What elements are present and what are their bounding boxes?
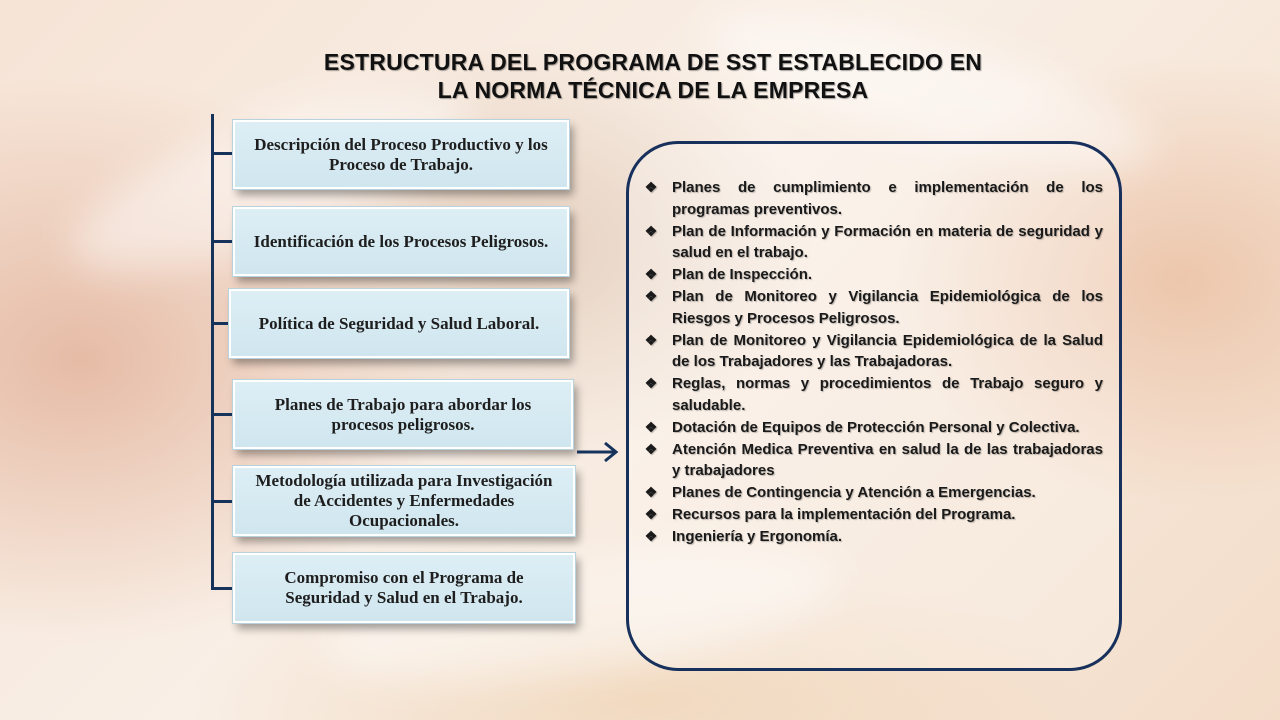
plans-panel [626,141,1122,671]
plan-item-text: Atención Medica Preventiva en salud la de las trabajadoras y trabajadores [672,440,1103,480]
tree-connector-tick [211,240,233,243]
diamond-bullet-icon: ❖ [644,484,658,501]
plan-item [641,373,1103,417]
diamond-bullet-icon: ❖ [644,505,658,522]
plan-item-text: Planes de Contingencia y Atención a Emergencias. [672,484,1036,502]
plan-item [641,439,1103,483]
plan-item [641,286,1103,330]
plan-item-text: Plan de Monitoreo y Vigilancia Epidemiológica de los Riesgos y Procesos Peligrosos. [672,287,1103,327]
diamond-bullet-icon: ❖ [644,179,658,195]
tree-connector-spine [211,114,214,589]
arrow-right-icon [575,440,621,464]
tree-connector-tick [211,500,233,503]
plan-item [641,221,1103,265]
plan-item [641,504,1103,526]
plan-item [641,177,1103,221]
structure-box-safety-policy: Política de Seguridad y Salud Laboral. [229,289,569,358]
diamond-bullet-icon: ❖ [644,527,658,544]
structure-box-work-plans: Planes de Trabajo para abordar los procesos peligrosos. [233,380,573,449]
plan-item [641,482,1103,504]
slide-title [250,48,1056,104]
diamond-bullet-icon: ❖ [644,331,658,348]
plan-item-text: Planes de cumplimiento e implementación de los programas preventivos. [672,179,1103,218]
plan-item-text: Reglas, normas y procedimientos de Trabajo seguro y saludable. [672,375,1103,414]
title-line-1: ESTRUCTURA DEL PROGRAMA DE SST ESTABLECIDO EN [323,49,983,75]
tree-connector-tick [211,587,233,590]
plans-list [641,177,1103,548]
tree-connector-tick [211,413,233,416]
title-line-2: LA NORMA TÉCNICA DE LA EMPRESA [437,77,869,103]
diamond-bullet-icon: ❖ [644,418,658,435]
diamond-bullet-icon: ❖ [644,287,658,304]
plan-item-text: Plan de Monitoreo y Vigilancia Epidemiológica de la Salud de los Trabajadores y las Trabajadoras. [672,331,1103,371]
plan-item-text: Plan de Inspección. [672,266,813,284]
diamond-bullet-icon: ❖ [644,222,658,239]
structure-box-production-process: Descripción del Proceso Productivo y los Proceso de Trabajo. [233,120,569,189]
plan-item-text: Ingeniería y Ergonomía. [672,527,843,545]
tree-connector-tick [211,152,233,155]
plan-item-text: Plan de Información y Formación en materia de seguridad y salud en el trabajo. [672,222,1103,262]
plan-item-text: Dotación de Equipos de Protección Personal y Colectiva. [672,418,1080,436]
plan-item [641,330,1103,374]
plan-item-text: Recursos para la implementación del Programa. [672,505,1016,523]
plan-item [641,264,1103,286]
plan-item [641,526,1103,548]
structure-box-program-commitment: Compromiso con el Programa de Seguridad y Salud en el Trabajo. [233,553,575,623]
diamond-bullet-icon: ❖ [644,375,658,392]
plan-item [641,417,1103,439]
diamond-bullet-icon: ❖ [644,266,658,283]
structure-box-hazard-identification: Identificación de los Procesos Peligrosos. [233,207,569,276]
structure-box-investigation-methodology: Metodología utilizada para Investigación de Accidentes y Enfermedades Ocupacionales. [233,466,575,536]
diamond-bullet-icon: ❖ [644,440,658,457]
